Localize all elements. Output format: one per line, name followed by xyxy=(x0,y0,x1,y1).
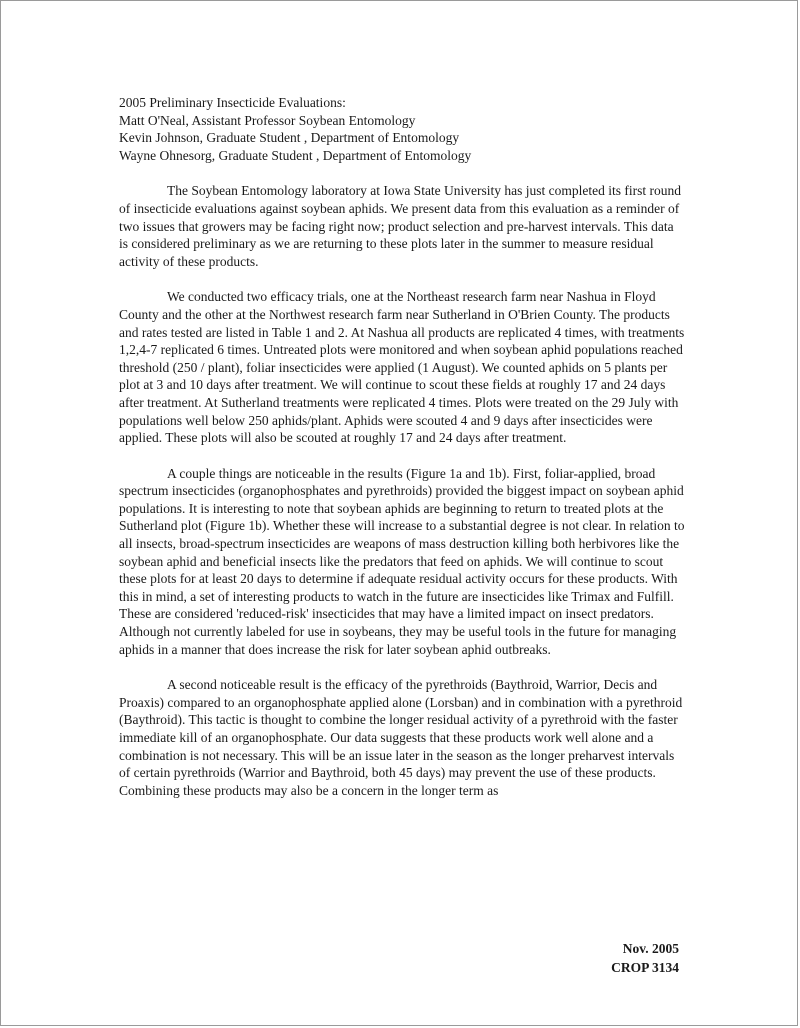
document-body xyxy=(119,94,685,799)
author-line: Wayne Ohnesorg, Graduate Student , Department of Entomology xyxy=(119,147,472,163)
document-header xyxy=(119,94,685,164)
document-title: 2005 Preliminary Insecticide Evaluations: xyxy=(119,95,346,110)
document-footer xyxy=(611,939,679,977)
body-paragraph: We conducted two efficacy trials, one at the Northeast research farm near Nashua in Floyd County and the other at the Northwest research farm near Sutherland in O'Brien County. The products and rates tested are listed in Table 1 and 2. At Nashua all products are replicated 4 times, with treatments 1,2,4-7 replicated 6 times. Untreated plots were monitored and when soybean aphid populations reached threshold (250 / plant), foliar insecticides were applied (1 August). We counted aphids on 5 plants per plot at 3 and 10 days after treatment. We will continue to scout these fields at roughly 17 and 24 days after treatment. At Sutherland treatments were replicated 4 times. Plots were treated on the 29 July with populations well below 250 aphids/plant. Aphids were scouted 4 and 9 days after insecticides were applied. These plots will also be scouted at roughly 17 and 24 days after treatment. xyxy=(119,289,685,446)
footer-date: Nov. 2005 xyxy=(622,941,679,956)
body-paragraph: The Soybean Entomology laboratory at Iowa State University has just completed its first round of insecticide evaluations against soybean aphids. We present data from this evaluation as a reminder of two issues that growers may be facing right now; product selection and pre-harvest intervals. This data is considered preliminary as we are returning to these plots later in the summer to measure residual activity of these products. xyxy=(119,183,682,269)
author-line: Matt O'Neal, Assistant Professor Soybean Entomology xyxy=(119,112,416,128)
body-paragraph: A second noticeable result is the efficacy of the pyrethroids (Baythroid, Warrior, Decis and Proaxis) compared to an organophosphate applied alone (Lorsban) and in combination with a pyrethroid (Baythroid). This tactic is thought to combine the longer residual activity of a pyrethroid with the faster immediate kill of an organophosphate. Our data suggests that these products work well alone and a combination is not necessary. This will be an issue later in the season as the longer preharvest intervals of certain pyrethroids (Warrior and Baythroid, both 45 days) may prevent the use of these products. Combining these products may also be a concern in the longer term as xyxy=(119,677,683,798)
author-line: Kevin Johnson, Graduate Student , Department of Entomology xyxy=(119,130,460,146)
body-paragraph: A couple things are noticeable in the results (Figure 1a and 1b). First, foliar-applied, broad spectrum insecticides (organophosphates and pyrethroids) provided the biggest impact on soybean aphid populations. It is interesting to note that soybean aphids are beginning to return to treated plots at the Sutherland plot (Figure 1b). Whether these will increase to a substantial degree is not clear. In relation to all insects, broad-spectrum insecticides are weapons of mass destruction killing both herbivores like the soybean aphid and beneficial insects like the predators that feed on aphids. We will continue to scout these plots for at least 20 days to determine if adequate residual activity occurs for these products. With this in mind, a set of interesting products to watch in the future are insecticides like Trimax and Fulfill. These are considered 'reduced-risk' insecticides that may have a limited impact on insect predators. Although not currently labeled for use in soybeans, they may be useful tools in the future for managing aphids in a manner that does increase the risk for later soybean aphid outbreaks. xyxy=(119,465,685,657)
footer-code: CROP 3134 xyxy=(611,960,679,975)
